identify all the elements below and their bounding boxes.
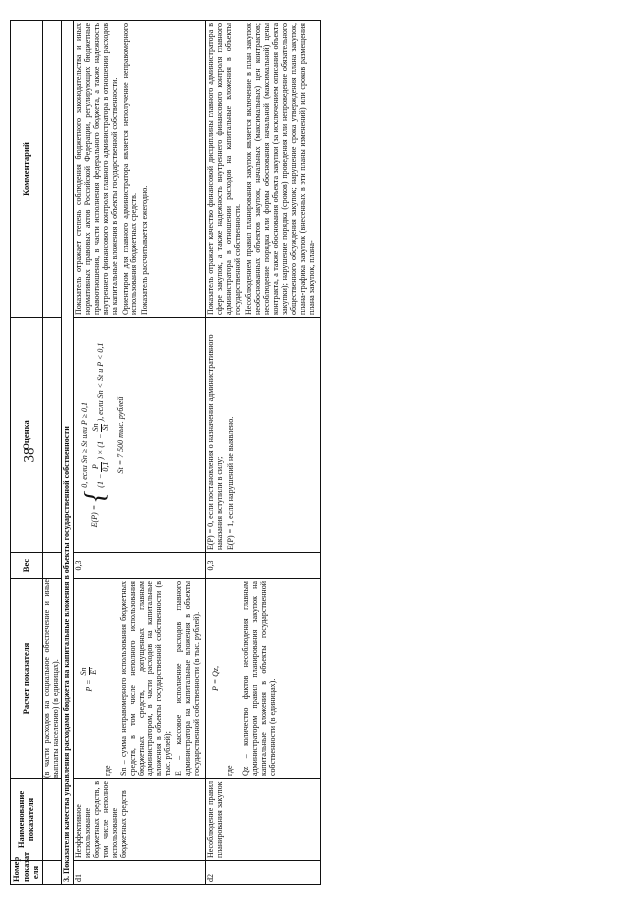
- indicator-table: [10, 20, 321, 885]
- header-calc: Расчет показателя: [11, 578, 43, 778]
- header-num: Номер показат еля: [11, 860, 43, 884]
- row-calc: P = Qz, где Qz – количество фактов несоблюдения главным администратором правил планирования закупок на капитальные вложения в объекты государственной собственности (в единицах).: [206, 578, 320, 778]
- row-name: Неэффективное использование бюджетных средств, в том числе неполное использование бюджетных средств: [73, 778, 205, 860]
- row-comment: Показатель отражает качество финансовой дисциплины главного администратора в сфере закупок, а также надежность внутреннего финансового контроля главного администратора в отношении расходов на капитальные вложения в объекты государственной собственности. Несоблюдением правил планирования закупок является включение в план закупок необоснованных объектов закупок, начальных (максимальных) цен контрактов; несоблюдение порядка или формы обоснования начальной (максимальной) цены контракта, а также обоснования объекта закупки (за исключением описания объекта закупки); нарушение порядка (сроков) проведения или непроведение обязательного общественного обсуждения закупок; нарушение срока утверждения плана закупок, плана-графика закупок (внесенных в эти планы изменений) или сроков размещения плана закупок, плана-: [206, 20, 320, 317]
- calc-fraction: Sn E': [78, 666, 98, 675]
- row-score: [73, 317, 205, 552]
- continuation-row: [42, 20, 61, 884]
- row-score: E(P) = 0, если постановления о назначении административного наказания вступили в силу; E(P) = 1, если нарушений не выявлено.: [206, 317, 320, 552]
- score-formula: E(P) = { 0, если Sn ≥ St или P ≥ 0,1 (1 − P 0,1 ) × (1 − Sn St ), если Sn < St и P < 0,1: [79, 342, 111, 527]
- calc-qz-definition: Qz – количество фактов несоблюдения главным администратором правил планирования закупок на капитальные вложения в объекты государственной собственности (в единицах).: [241, 580, 277, 776]
- row-calc: P = Sn E' где Sn – сумма неправомерного использования бюджетных средств, в том числе неполного использования бюджетных средств, допущенных главным администратором, в части расходов на капитальные вложения в объекты государственной собственности (в тыс. рублей); E – кассовое исполнение расходов главного администратора на капитальные вложения в объекты государственной собственности (в тыс. рублей).: [73, 578, 205, 778]
- row-weight: 0,3: [206, 552, 320, 578]
- calc-formula: P = Sn E': [78, 666, 98, 692]
- section-row: [61, 20, 73, 884]
- page-number: 38: [21, 447, 38, 463]
- header-score: Оценка: [11, 317, 43, 552]
- calc-e-definition: E – кассовое исполнение расходов главного администратора на капитальные вложения в объекты государственной собственности (в тыс. рублей).: [174, 580, 202, 776]
- table-row: [206, 20, 320, 884]
- row-name: Несоблюдение правил планирования закупок: [206, 778, 320, 860]
- calc-formula: P = Qz,: [211, 665, 221, 691]
- row-num: d1: [73, 860, 205, 884]
- row-weight: 0,3: [73, 552, 205, 578]
- table-row: [73, 20, 205, 884]
- header-weight: Вес: [11, 552, 43, 578]
- row-comment: Показатель отражает степень соблюдения бюджетного законодательства и иных нормативных правовых актов Российской Федерации, регулирующих бюджетные правоотношения, в части исполнения федерального бюджета, а также надежность внутреннего финансового контроля главного администратора в отношении расходов на капитальные вложения в объекты государственной собственности. Ориентиром для главного администратора является неполучение неправомерного использования бюджетных средств. Показатель рассчитывается ежегодно.: [73, 20, 205, 317]
- score-threshold: St = 7 500 тыс. рублей: [115, 396, 125, 473]
- rotated-table-container: [10, 21, 630, 885]
- calc-sn-definition: Sn – сумма неправомерного использования бюджетных средств, в том числе неполного использования бюджетных средств, допущенных главным администратором, в части расходов на капитальные вложения в объекты государственной собственности (в тыс. рублей);: [118, 580, 173, 776]
- header-comment: Комментарий: [11, 20, 43, 317]
- row-num: d2: [206, 860, 320, 884]
- header-row: [11, 20, 43, 884]
- continuation-text: (в части расходов на социальное обеспечение и иные выплаты населению) (в единицах).: [41, 578, 60, 778]
- section-title: 3. Показатели качества управления расходами бюджета на капитальные вложения в объекты государственной собственности: [61, 20, 73, 884]
- header-name: Наименование показателя: [11, 778, 43, 860]
